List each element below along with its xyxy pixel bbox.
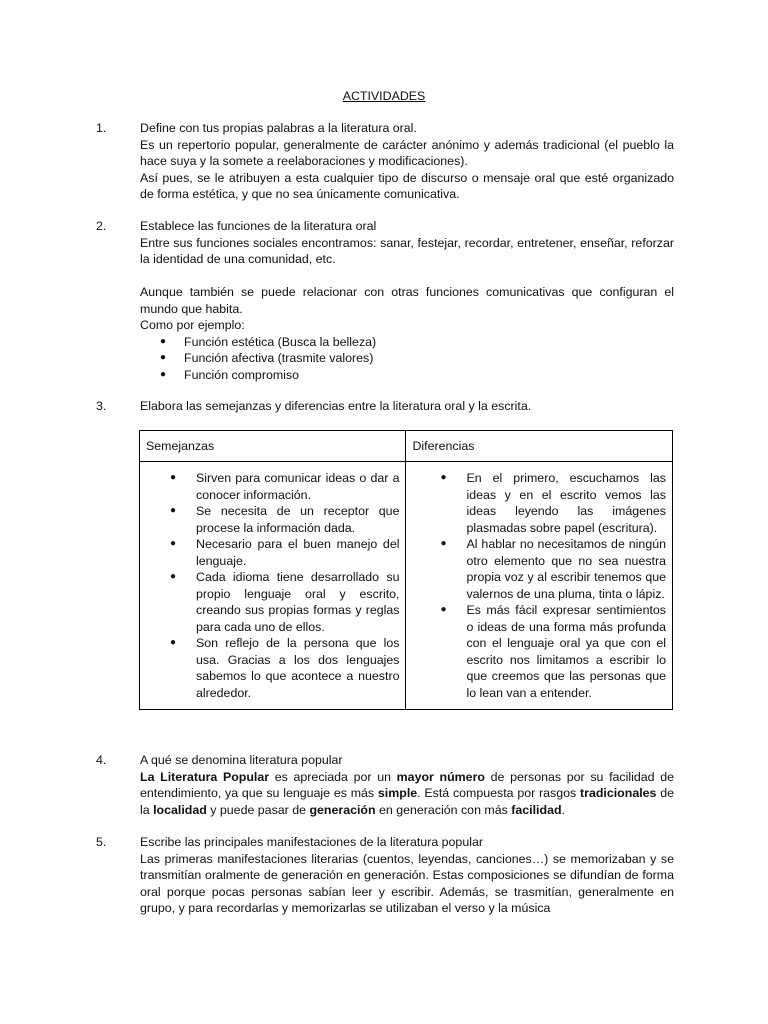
answer-paragraph: La Literatura Popular es apreciada por un mayor número de personas por su facilidad de entendimiento, ya que su lenguaje es más simple. Está compuesta por rasgos tradicionales de la localidad y puede pasar de generación en generación con más facilidad. (140, 769, 674, 817)
list-item: ● Al hablar no necesitamos de ningún otro elemento que no sea nuestra propia voz y al escribir tenemos que valernos de una pluma, tinta o lápiz. (440, 536, 666, 602)
answer-paragraph: Aunque también se puede relacionar con otras funciones comunicativas que configuran el mundo que habita. (140, 285, 674, 316)
list-item: ● Cada idioma tiene desarrollado su propio lenguaje oral y escrito, creando sus propias formas y reglas para cada uno de ellos. (170, 569, 399, 635)
question-number: 2. (96, 219, 107, 233)
answer-paragraph: Como por ejemplo: (140, 318, 245, 332)
table-header-diferencias: Diferencias (406, 431, 673, 462)
answer-paragraph: Las primeras manifestaciones literarias (cuentos, leyendas, canciones…) se memorizaban y se transmitían oralmente de generación en generación. Estas composiciones se difundían de forma oral porque pocas personas sabían leer y escribir. Además, se trasmitían, generalmente en grupo, y para recordarlas y memorizarlas se utilizaban el verso y la música (140, 851, 674, 915)
bold-term: localidad (153, 802, 207, 817)
question-number: 4. (96, 753, 107, 767)
page-title: ACTIVIDADES (342, 89, 426, 103)
question-number: 1. (96, 121, 107, 135)
question-prompt: Elabora las semejanzas y diferencias entre la literatura oral y la escrita. (140, 399, 532, 413)
question-number: 3. (96, 399, 107, 413)
question-prompt: A qué se denomina literatura popular (140, 753, 343, 767)
list-item: ● Función afectiva (trasmite valores) (160, 350, 674, 367)
answer-paragraph: Entre sus funciones sociales encontramos: sanar, festejar, recordar, entretener, enseñar, reforzar la identidad de una comunidad, etc. (140, 235, 674, 266)
bold-term: facilidad (511, 802, 562, 817)
comparison-table (139, 430, 673, 710)
list-item: ● Función compromiso (160, 367, 674, 384)
answer-paragraph: Así pues, se le atribuyen a esta cualquier tipo de discurso o mensaje oral que esté organizado de forma estética, y que no sea únicamente comunicativa. (140, 170, 674, 201)
function-list (140, 334, 674, 384)
diferencias-cell (406, 462, 673, 710)
list-item: ● Es más fácil expresar sentimientos o ideas de una forma más profunda con el lenguaje oral ya que con el escrito nos limitamos a escribir lo que creemos que las personas que lo lean van a entender. (440, 602, 666, 701)
question-number: 5. (96, 835, 107, 849)
blank-line (140, 268, 674, 285)
question-prompt: Establece las funciones de la literatura oral (140, 219, 377, 233)
list-item: ● Sirven para comunicar ideas o dar a conocer información. (170, 470, 399, 503)
table-header-semejanzas: Semejanzas (140, 431, 406, 462)
answer-paragraph: Es un repertorio popular, generalmente de carácter anónimo y además tradicional (el pueblo la hace suya y la somete a reelaboraciones y modificaciones). (140, 137, 674, 168)
question-prompt: Escribe las principales manifestaciones de la literatura popular (140, 835, 483, 849)
semejanzas-cell (140, 462, 406, 710)
list-item: ● Función estética (Busca la belleza) (160, 334, 674, 351)
bold-term: mayor número (396, 769, 485, 784)
list-item: ● Son reflejo de la persona que los usa. Gracias a los dos lenguajes sabemos lo que acontece a nuestro alrededor. (170, 635, 399, 701)
list-item: ● Necesario para el buen manejo del lenguaje. (170, 536, 399, 569)
bold-term: La Literatura Popular (140, 769, 270, 784)
list-item: ● En el primero, escuchamos las ideas y en el escrito vemos las ideas leyendo las imágenes plasmadas sobre papel (escritura). (440, 470, 666, 536)
list-item: ● Se necesita de un receptor que procese la información dada. (170, 503, 399, 536)
question-prompt: Define con tus propias palabras a la literatura oral. (140, 121, 417, 135)
bold-term: simple (377, 786, 418, 800)
bold-term: generación (309, 802, 376, 817)
bold-term: tradicionales (580, 786, 657, 800)
